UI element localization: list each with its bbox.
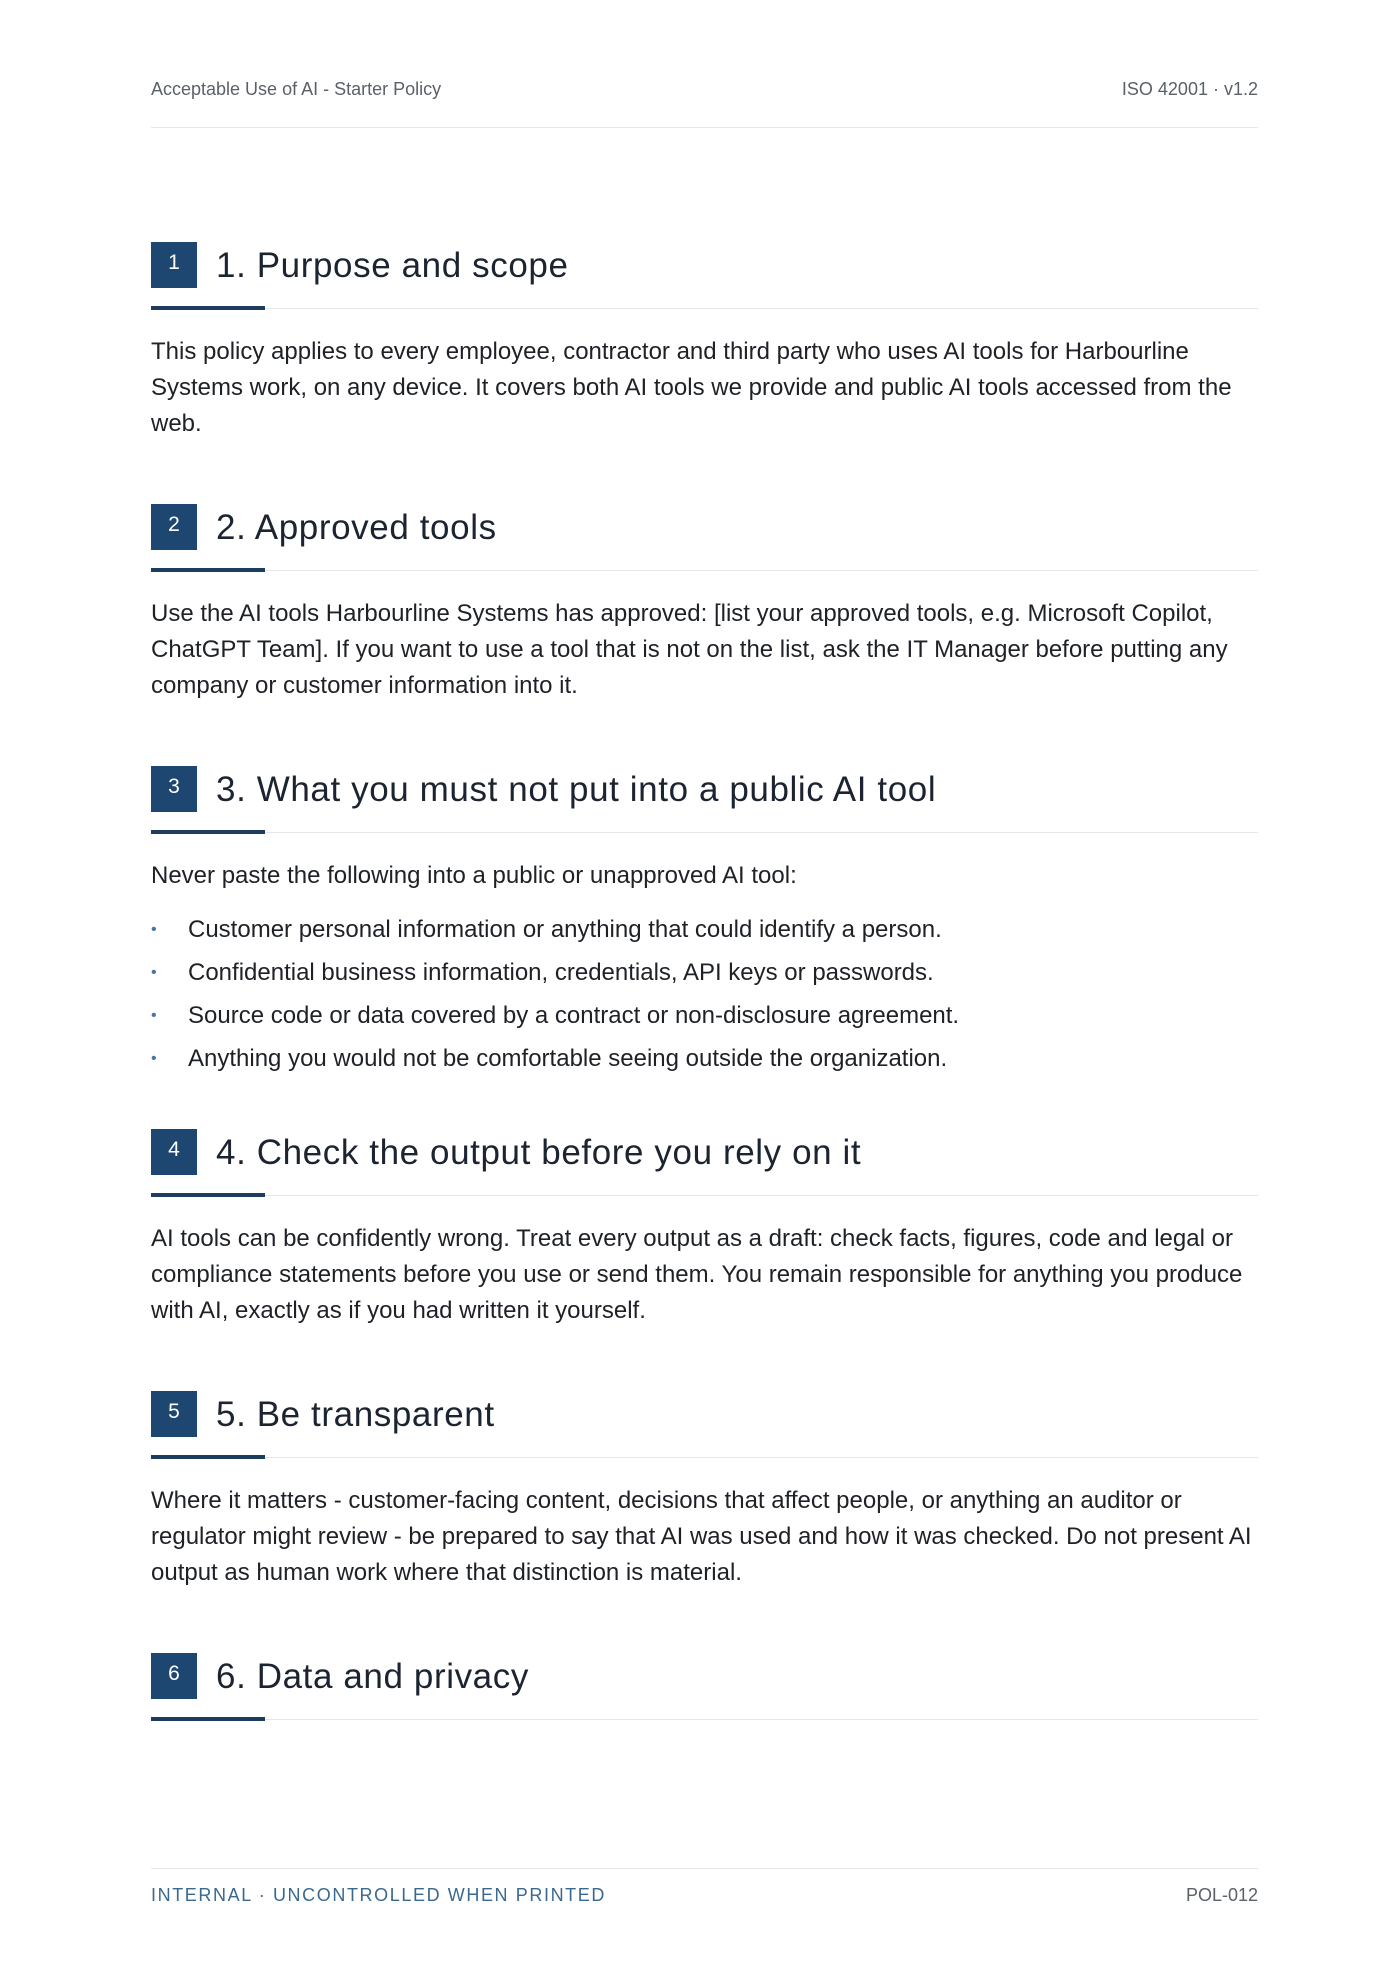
section-number-badge: 5 (151, 1391, 197, 1437)
section-number-badge: 1 (151, 242, 197, 288)
restricted-items-list (151, 908, 1258, 1080)
bullet-icon: • (151, 964, 157, 981)
section-body: Where it matters - customer-facing content, decisions that affect people, or anything an auditor or regulator might review - be prepared to say that AI was used and how it was checked. Do not present AI output as human work where that distinction is material. (151, 1487, 1252, 1586)
section-be-transparent (151, 1391, 1258, 1591)
section-heading (151, 1653, 1258, 1720)
section-title: 3. What you must not put into a public AI tool (216, 770, 937, 809)
section-check-output (151, 1129, 1258, 1329)
policy-page (151, 0, 1258, 1979)
bullet-icon: • (151, 1007, 157, 1024)
document-version: ISO 42001 · v1.2 (1121, 79, 1258, 99)
section-body: Use the AI tools Harbourline Systems has approved: [list your approved tools, e.g. Microsoft Copilot, ChatGPT Team]. If you want to use a tool that is not on the list, ask the IT Manager before putting any company or customer information into it. (151, 600, 1228, 699)
bullet-icon: • (151, 1050, 157, 1067)
section-title: 2. Approved tools (216, 508, 497, 547)
section-purpose-and-scope (151, 242, 1258, 442)
section-data-and-privacy (151, 1653, 1258, 1720)
list-item: • Anything you would not be comfortable seeing outside the organization. (151, 1037, 1258, 1080)
running-header (151, 79, 1258, 128)
section-number-badge: 2 (151, 504, 197, 550)
section-body: AI tools can be confidently wrong. Treat every output as a draft: check facts, figures, code and legal or compliance statements before you use or send them. You remain responsible for anything you produce with AI, exactly as if you had written it yourself. (151, 1225, 1243, 1324)
document-title: Acceptable Use of AI - Starter Policy (151, 79, 442, 99)
list-item: • Source code or data covered by a contract or non-disclosure agreement. (151, 994, 1258, 1037)
section-title: 6. Data and privacy (216, 1657, 529, 1696)
classification-label: INTERNAL · UNCONTROLLED WHEN PRINTED (151, 1885, 606, 1905)
document-id: POL-012 (1185, 1885, 1258, 1905)
section-body: Never paste the following into a public or unapproved AI tool: (151, 862, 797, 889)
section-approved-tools (151, 504, 1258, 704)
section-title: 4. Check the output before you rely on it (216, 1133, 862, 1172)
running-footer (151, 1868, 1258, 1909)
section-number-badge: 4 (151, 1129, 197, 1175)
section-title: 5. Be transparent (216, 1395, 495, 1434)
section-heading (151, 1129, 1258, 1196)
section-heading (151, 1391, 1258, 1458)
section-heading (151, 504, 1258, 571)
section-number-badge: 3 (151, 766, 197, 812)
section-title: 1. Purpose and scope (216, 246, 569, 285)
bullet-icon: • (151, 921, 157, 938)
list-item: • Customer personal information or anything that could identify a person. (151, 908, 1258, 951)
section-body: This policy applies to every employee, contractor and third party who uses AI tools for Harbourline Systems work, on any device. It covers both AI tools we provide and public AI tools accessed from the web. (151, 338, 1232, 437)
section-number-badge: 6 (151, 1653, 197, 1699)
section-heading (151, 766, 1258, 833)
section-heading (151, 242, 1258, 309)
section-public-ai-restrictions (151, 766, 1258, 1080)
list-item: • Confidential business information, credentials, API keys or passwords. (151, 951, 1258, 994)
